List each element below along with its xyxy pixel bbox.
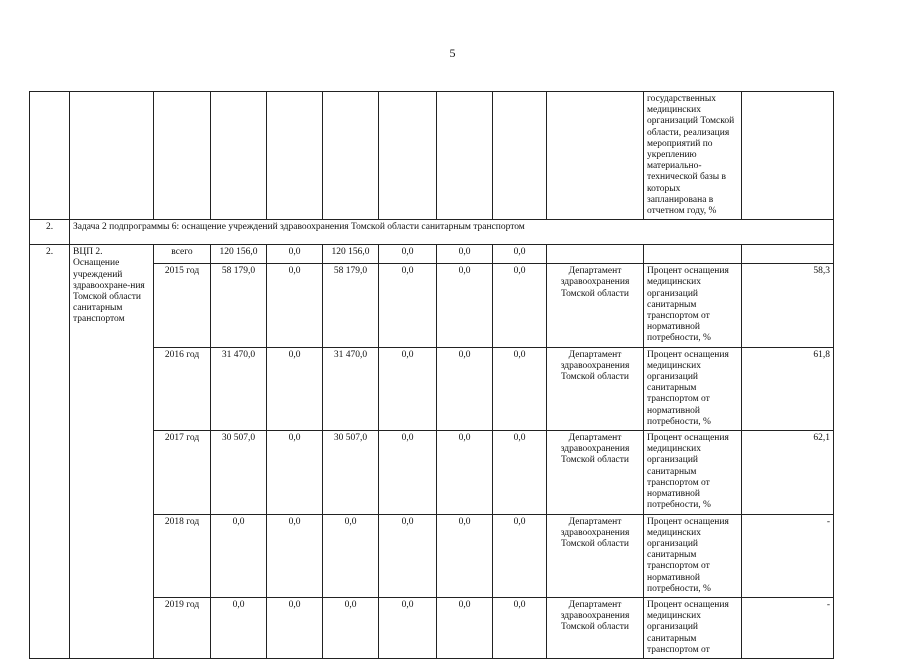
local-cell: 0,0: [379, 514, 437, 597]
year-cell: 2015 год: [154, 264, 211, 347]
regional-cell: 0,0: [323, 597, 379, 658]
federal-cell: 0,0: [267, 597, 323, 658]
other-cell: 0,0: [493, 431, 547, 514]
federal-cell: 0,0: [267, 431, 323, 514]
other-cell: 0,0: [493, 597, 547, 658]
other-cell: 0,0: [493, 347, 547, 430]
year-cell: 2017 год: [154, 431, 211, 514]
year-cell: 2019 год: [154, 597, 211, 658]
local-cell: 0,0: [379, 347, 437, 430]
tfoms-cell: 0,0: [437, 347, 493, 430]
table-row-continuation: [30, 92, 834, 220]
page-number: 5: [449, 46, 456, 60]
regional-cell: 58 179,0: [323, 264, 379, 347]
local-cell: 0,0: [379, 597, 437, 658]
indicator-cell: Процент оснащения медицинских организаций санитарным транспортом от нормативной потребности, %: [644, 347, 742, 430]
federal-cell: 0,0: [267, 264, 323, 347]
executor-cell: Департамент здравоохранения Томской области: [547, 264, 644, 347]
indicator-cell: Процент оснащения медицинских организаций санитарным транспортом от: [644, 597, 742, 658]
executor-cell: Департамент здравоохранения Томской области: [547, 431, 644, 514]
task-number: 2.: [30, 220, 70, 245]
regional-cell: 30 507,0: [323, 431, 379, 514]
regional-cell: 120 156,0: [323, 245, 379, 264]
year-cell: 2016 год: [154, 347, 211, 430]
indicator-cell: Процент оснащения медицинских организаций санитарным транспортом от нормативной потребности, %: [644, 431, 742, 514]
year-cell: 2018 год: [154, 514, 211, 597]
tfoms-cell: 0,0: [437, 431, 493, 514]
other-cell: 0,0: [493, 264, 547, 347]
local-cell: 0,0: [379, 245, 437, 264]
table-body: [30, 92, 834, 659]
executor-cell: Департамент здравоохранения Томской области: [547, 514, 644, 597]
cell-empty: [70, 92, 154, 220]
total-cell: 0,0: [211, 597, 267, 658]
tfoms-cell: 0,0: [437, 597, 493, 658]
federal-cell: 0,0: [267, 347, 323, 430]
cell-empty: [211, 92, 267, 220]
cell-empty: [267, 92, 323, 220]
tfoms-cell: 0,0: [437, 514, 493, 597]
indicator-cell: государственных медицинских организаций Томской области, реализация мероприятий по укреплению материально-технической базы в которых запланирована в отчетном году, %: [644, 92, 742, 220]
value-cell: [742, 245, 834, 264]
local-cell: 0,0: [379, 431, 437, 514]
federal-cell: 0,0: [267, 514, 323, 597]
tfoms-cell: 0,0: [437, 245, 493, 264]
indicator-cell: [644, 245, 742, 264]
tfoms-cell: 0,0: [437, 264, 493, 347]
other-cell: 0,0: [493, 514, 547, 597]
cell-empty: [437, 92, 493, 220]
value-cell: -: [742, 514, 834, 597]
cell-empty: [323, 92, 379, 220]
value-cell: 61,8: [742, 347, 834, 430]
other-cell: 0,0: [493, 245, 547, 264]
total-cell: 31 470,0: [211, 347, 267, 430]
subprogram-table: [29, 91, 834, 659]
cell-empty: [742, 92, 834, 220]
year-cell: всего: [154, 245, 211, 264]
cell-empty: [154, 92, 211, 220]
task-title: Задача 2 подпрограммы 6: оснащение учреждений здравоохранения Томской области санитарным транспортом: [70, 220, 834, 245]
cell-empty: [30, 92, 70, 220]
program-number: 2.: [30, 245, 70, 659]
regional-cell: 0,0: [323, 514, 379, 597]
total-cell: 30 507,0: [211, 431, 267, 514]
executor-cell: [547, 245, 644, 264]
cell-empty: [493, 92, 547, 220]
value-cell: -: [742, 597, 834, 658]
executor-cell: Департамент здравоохранения Томской области: [547, 347, 644, 430]
table-row: [30, 245, 834, 264]
federal-cell: 0,0: [267, 245, 323, 264]
total-cell: 58 179,0: [211, 264, 267, 347]
table-row-task: [30, 220, 834, 245]
total-cell: 0,0: [211, 514, 267, 597]
value-cell: 62,1: [742, 431, 834, 514]
indicator-cell: Процент оснащения медицинских организаций санитарным транспортом от нормативной потребности, %: [644, 264, 742, 347]
program-name: ВЦП 2. Оснащение учреждений здравоохране-ния Томской области санитарным транспортом: [70, 245, 154, 659]
value-cell: 58,3: [742, 264, 834, 347]
cell-empty: [547, 92, 644, 220]
total-cell: 120 156,0: [211, 245, 267, 264]
indicator-cell: Процент оснащения медицинских организаций санитарным транспортом от нормативной потребности, %: [644, 514, 742, 597]
executor-cell: Департамент здравоохранения Томской области: [547, 597, 644, 658]
local-cell: 0,0: [379, 264, 437, 347]
regional-cell: 31 470,0: [323, 347, 379, 430]
cell-empty: [379, 92, 437, 220]
